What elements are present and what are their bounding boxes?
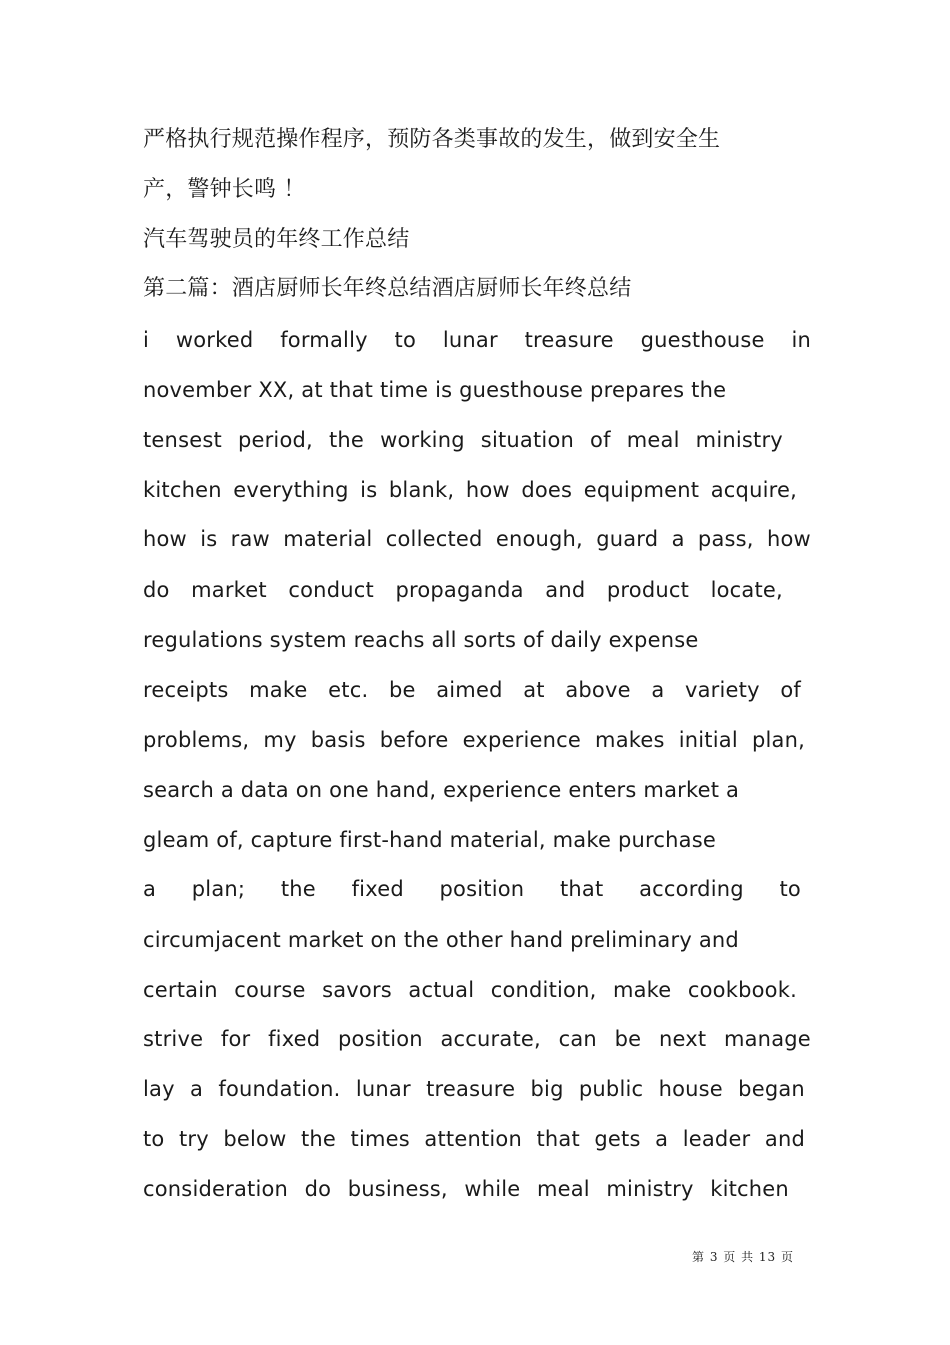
word: is (360, 478, 378, 502)
word: the (280, 877, 316, 901)
word: that (559, 877, 604, 901)
word: tensest (143, 428, 222, 452)
word: ministry (695, 428, 783, 452)
word: and (764, 1127, 805, 1151)
word: while (464, 1177, 521, 1201)
word: position (439, 877, 525, 901)
word: times (350, 1127, 410, 1151)
word: aimed (436, 678, 503, 702)
word: that (536, 1127, 580, 1151)
word: be (614, 1027, 642, 1051)
word: make (249, 678, 308, 702)
text-line: regulations system reachs all sorts of daily expense (143, 628, 699, 652)
word: blank, (388, 478, 455, 502)
word: makes (595, 728, 665, 752)
word: the (300, 1127, 337, 1151)
word: formally (280, 328, 368, 352)
word: collected (385, 527, 483, 551)
word: material (283, 527, 373, 551)
word: consideration (143, 1177, 289, 1201)
word: a (671, 527, 685, 551)
word: acquire, (710, 478, 797, 502)
word: according (639, 877, 744, 901)
word: try (178, 1127, 209, 1151)
word: kitchen (143, 478, 222, 502)
word: how (143, 527, 187, 551)
word: to (394, 328, 417, 352)
word: my (263, 728, 297, 752)
word: strive (143, 1027, 204, 1051)
text-line (143, 1026, 811, 1052)
word: be (388, 678, 416, 702)
text-line: gleam of, capture first-hand material, make purchase (143, 828, 716, 852)
word: business, (347, 1177, 448, 1201)
text-line (143, 526, 811, 552)
word: guard (596, 527, 659, 551)
word: treasure (524, 328, 614, 352)
word: for (220, 1027, 251, 1051)
word: began (738, 1077, 805, 1101)
word: ministry (606, 1177, 694, 1201)
word: a (651, 678, 665, 702)
text-line (143, 1126, 805, 1152)
word: how (766, 527, 811, 551)
text-line (143, 1076, 805, 1102)
word: a (190, 1077, 204, 1101)
word: and (545, 578, 586, 602)
word: propaganda (395, 578, 524, 602)
word: worked (175, 328, 254, 352)
word: pass, (697, 527, 754, 551)
text-line: 产，警钟长鸣 ！ (143, 177, 306, 202)
text-line: november XX, at that time is guesthouse prepares the (143, 378, 727, 402)
word: lunar (355, 1077, 411, 1101)
word: initial (678, 728, 738, 752)
word: the (328, 428, 365, 452)
text-line (143, 977, 797, 1003)
word: a (655, 1127, 669, 1151)
word: of (780, 678, 801, 702)
word: to (143, 1127, 165, 1151)
word: condition, (490, 978, 597, 1002)
word: at (523, 678, 545, 702)
word: is (200, 527, 218, 551)
word: conduct (288, 578, 374, 602)
text-line (143, 677, 801, 703)
word: gets (594, 1127, 641, 1151)
word: period, (237, 428, 313, 452)
text-line (143, 1176, 789, 1202)
word: raw (230, 527, 270, 551)
page-number-footer: 第 3 页 共 13 页 (692, 1250, 794, 1264)
word: everything (233, 478, 349, 502)
word: certain (143, 978, 218, 1002)
word: make (612, 978, 672, 1002)
text-line: search a data on one hand, experience enters market a (143, 778, 740, 802)
word: before (379, 728, 449, 752)
word: to (779, 877, 801, 901)
word: enough, (495, 527, 583, 551)
word: house (658, 1077, 723, 1101)
word: can (558, 1027, 597, 1051)
word: plan; (191, 877, 246, 901)
word: next (658, 1027, 707, 1051)
section-heading: 第二篇：酒店厨师长年终总结酒店厨师长年终总结 (143, 276, 632, 301)
text-line (143, 477, 797, 503)
word: i (143, 328, 150, 352)
text-line (143, 876, 801, 902)
word: problems, (143, 728, 250, 752)
word: do (304, 1177, 332, 1201)
word: course (234, 978, 306, 1002)
word: manage (723, 1027, 811, 1051)
word: above (565, 678, 631, 702)
word: below (223, 1127, 287, 1151)
word: fixed (351, 877, 404, 901)
section-heading: 汽车驾驶员的年终工作总结 (143, 227, 410, 252)
word: in (791, 328, 811, 352)
word: meal (626, 428, 680, 452)
word: etc. (328, 678, 369, 702)
word: actual (408, 978, 475, 1002)
word: plan, (751, 728, 805, 752)
word: locate, (710, 578, 783, 602)
word: position (338, 1027, 423, 1051)
word: public (578, 1077, 644, 1101)
word: product (606, 578, 690, 602)
text-line: 严格执行规范操作程序，预防各类事故的发生，做到安全生 (143, 127, 721, 152)
word: variety (684, 678, 760, 702)
word: receipts (143, 678, 229, 702)
word: do (143, 578, 170, 602)
word: leader (682, 1127, 751, 1151)
word: cookbook. (687, 978, 797, 1002)
word: lay (143, 1077, 175, 1101)
word: experience (462, 728, 581, 752)
word: working (380, 428, 465, 452)
word: does (521, 478, 573, 502)
word: savors (322, 978, 392, 1002)
text-line: circumjacent market on the other hand preliminary and (143, 928, 739, 952)
word: foundation. (218, 1077, 341, 1101)
word: basis (310, 728, 366, 752)
text-line (143, 727, 805, 753)
text-line (143, 427, 783, 453)
word: equipment (583, 478, 700, 502)
word: how (465, 478, 510, 502)
word: market (191, 578, 267, 602)
word: guesthouse (640, 328, 765, 352)
word: kitchen (710, 1177, 789, 1201)
word: fixed (268, 1027, 321, 1051)
word: a (143, 877, 157, 901)
word: meal (536, 1177, 590, 1201)
word: big (530, 1077, 564, 1101)
word: situation (480, 428, 575, 452)
word: treasure (426, 1077, 516, 1101)
word: accurate, (440, 1027, 541, 1051)
word: lunar (442, 328, 498, 352)
text-line (143, 327, 811, 353)
word: of (590, 428, 611, 452)
text-line (143, 577, 783, 603)
word: attention (424, 1127, 522, 1151)
